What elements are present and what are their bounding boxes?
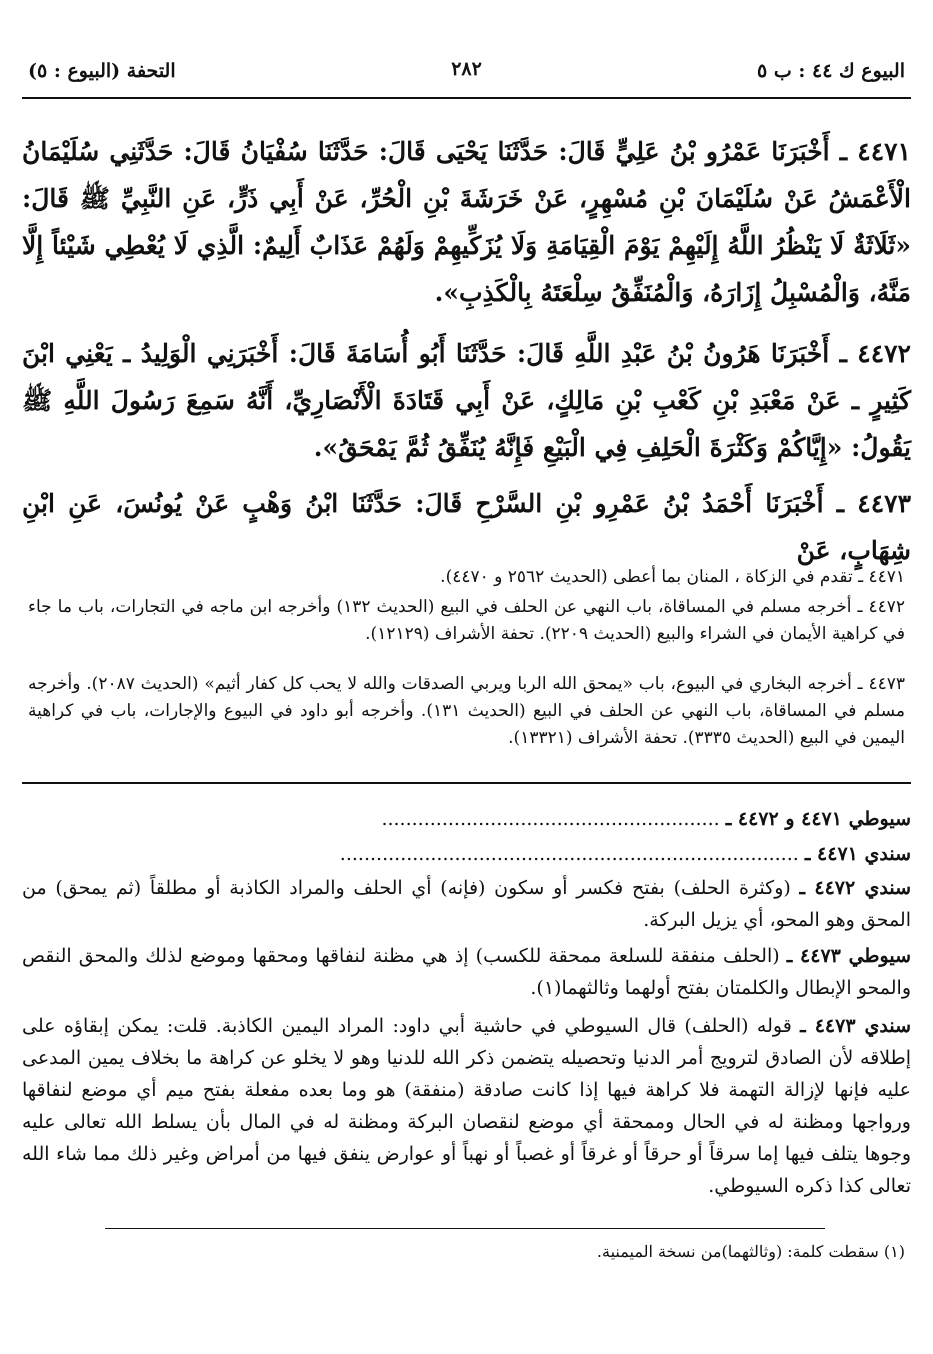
header-chapter: البيوع ك ٤٤ : ب ٥ — [757, 60, 905, 82]
commentary-rule — [22, 782, 911, 784]
commentary-sindi-4473 — [22, 1010, 911, 1202]
commentary-sindi-4472 — [22, 872, 911, 936]
commentary-sindi-4471 — [22, 838, 911, 870]
commentary-label: سيوطي ٤٤٧١ و ٤٤٧٢ ـ — [725, 808, 911, 830]
commentary-label: سندي ٤٤٧٢ ـ — [799, 877, 911, 899]
hadith-number: ٤٤٧٣ ـ — [836, 489, 911, 518]
commentary-suyuti-4473 — [22, 940, 911, 1004]
hadith-4472 — [22, 330, 911, 471]
commentary-text: (وكثرة الحلف) بفتح فكسر أو سكون (فإنه) أي الحلف والمراد الكاذبة أو مطلقاً (ثم يمحق) من المحق وهو المحو، أي يزيل البركة. — [22, 877, 911, 931]
commentary-text: قوله (الحلف) قال السيوطي في حاشية أبي داود: المراد اليمين الكاذبة. قلت: يمكن إبقاؤه على إطلاقه لأن الصادق لترويج أمر الدنيا وتحصيله يتضمن ذكر الله للدنيا وهو لا يخلو عن كراهة ما بخلاف يمين المدعى عليه فإنها لإزالة التهمة فلا كراهة فيها إذا كانت صادقة (منفقة) هو وما بعده مفعلة بفتح ميم أي موضع لنفاقها ورواجها ومظنة له في الحال وممحقة أي موضع لنقصان البركة ومظنة له في المال بأن يسلط الله تعالى عليه وجوها يتلف فيها إما سرقاً أو حرقاً أو غرقاً أو غصباً أو نهباً أو عوارض ينفق فيها من أمراض وغير ذلك مما شاء الله تعالى كذا ذكره السيوطي. — [22, 1015, 911, 1197]
commentary-suyuti-4471-4472 — [22, 803, 911, 835]
commentary-text: ........................................................ — [381, 808, 720, 830]
hadith-number: ٤٤٧١ ـ — [839, 137, 911, 166]
footnote-4472: ٤٤٧٢ ـ أخرجه مسلم في المساقاة، باب النهي عن الحلف في البيع (الحديث ١٣٢) وأخرجه ابن ماجه في التجارات، باب ما جاء في كراهية الأيمان في الشراء والبيع (الحديث ٢٢٠٩). تحفة الأشراف (١٢١٢٩). — [28, 597, 905, 644]
bottom-note-rule — [105, 1228, 825, 1229]
hadith-text: أَخْبَرَنَا أَحْمَدُ بْنُ عَمْرِو بْنِ السَّرْحِ قَالَ: حَدَّثَنَا ابْنُ وَهْبٍ عَنْ يُونُسَ، عَنِ ابْنِ شِهَابٍ، عَنْ — [22, 489, 911, 565]
hadith-text: أَخْبَرَنَا هَرُونُ بْنُ عَبْدِ اللَّهِ قَالَ: حَدَّثَنَا أَبُو أُسَامَةَ قَالَ: أَخْبَرَنِي الْوَلِيدُ ـ يَعْنِي ابْنَ كَثِيرٍ ـ عَنْ مَعْبَدِ بْنِ كَعْبِ بْنِ مَالِكٍ، عَنْ أَبِي قَتَادَةَ الْأَنْصَارِيِّ، أَنَّهُ سَمِعَ رَسُولَ اللَّهِ ﷺ يَقُولُ: «إِيَّاكُمْ وَكَثْرَةَ الْحَلِفِ فِي الْبَيْعِ فَإِنَّهُ يُنَفِّقُ ثُمَّ يَمْحَقُ». — [22, 339, 911, 462]
hadith-4473 — [22, 480, 911, 574]
commentary-text: (الحلف منفقة للسلعة ممحقة للكسب) إذ هي مظنة لنفاقها ومحقها وموضع لذلك والمحق النقص والمحو الإبطال والكلمتان بفتح أولهما وثالثهما(١). — [22, 945, 911, 999]
hadith-number: ٤٤٧٢ ـ — [839, 339, 911, 368]
page-number: ٢٨٢ — [451, 58, 482, 80]
footnote-4473: ٤٤٧٣ ـ أخرجه البخاري في البيوع، باب «يمحق الله الربا ويربي الصدقات والله لا يحب كل كفار أثيم» (الحديث ٢٠٨٧). وأخرجه مسلم في المساقاة، باب النهي عن الحلف في البيع (الحديث ١٣١). وأخرجه أبو داود في البيوع والإجارات، باب في كراهية اليمين في البيع (الحديث ٣٣٣٥). تحفة الأشراف (١٣٣٢١). — [28, 674, 906, 748]
header-rule — [22, 97, 911, 99]
bottom-footnote: (١) سقطت كلمة: (وثالثهما)من نسخة الميمنية. — [596, 1242, 905, 1261]
commentary-label: سندي ٤٤٧٣ ـ — [800, 1015, 911, 1037]
hadith-text: أَخْبَرَنَا عَمْرُو بْنُ عَلِيٍّ قَالَ: حَدَّثَنَا يَحْيَى قَالَ: حَدَّثَنَا سُفْيَانُ قَالَ: حَدَّثَنِي سُلَيْمَانُ الْأَعْمَشُ عَنْ سُلَيْمَانَ بْنِ مُسْهِرٍ، عَنْ خَرَشَةَ بْنِ الْحُرِّ، عَنْ أَبِي ذَرٍّ، عَنِ النَّبِيِّ ﷺ قَالَ: «ثَلَاثَةٌ لَا يَنْظُرُ اللَّهُ إِلَيْهِمْ يَوْمَ الْقِيَامَةِ وَلَا يُزَكِّيهِمْ وَلَهُمْ عَذَابٌ أَلِيمٌ: الَّذِي لَا يُعْطِي شَيْئاً إِلَّا مَنَّهُ، وَالْمُسْبِلُ إِزَارَهُ، وَالْمُنَفِّقُ سِلْعَتَهُ بِالْكَذِبِ». — [22, 137, 911, 307]
page-header — [28, 58, 905, 92]
header-tuhfa: التحفة (البيوع : ٥) — [28, 60, 176, 82]
hadith-4471 — [22, 128, 911, 316]
commentary-label: سندي ٤٤٧١ ـ — [804, 843, 911, 865]
footnote-4471: ٤٤٧١ ـ تقدم في الزكاة ، المنان بما أعطى (الحديث ٢٥٦٢ و ٤٤٧٠). — [440, 567, 905, 587]
commentary-text: ............................................................................ — [339, 843, 799, 865]
commentary-label: سيوطي ٤٤٧٣ ـ — [786, 945, 911, 967]
